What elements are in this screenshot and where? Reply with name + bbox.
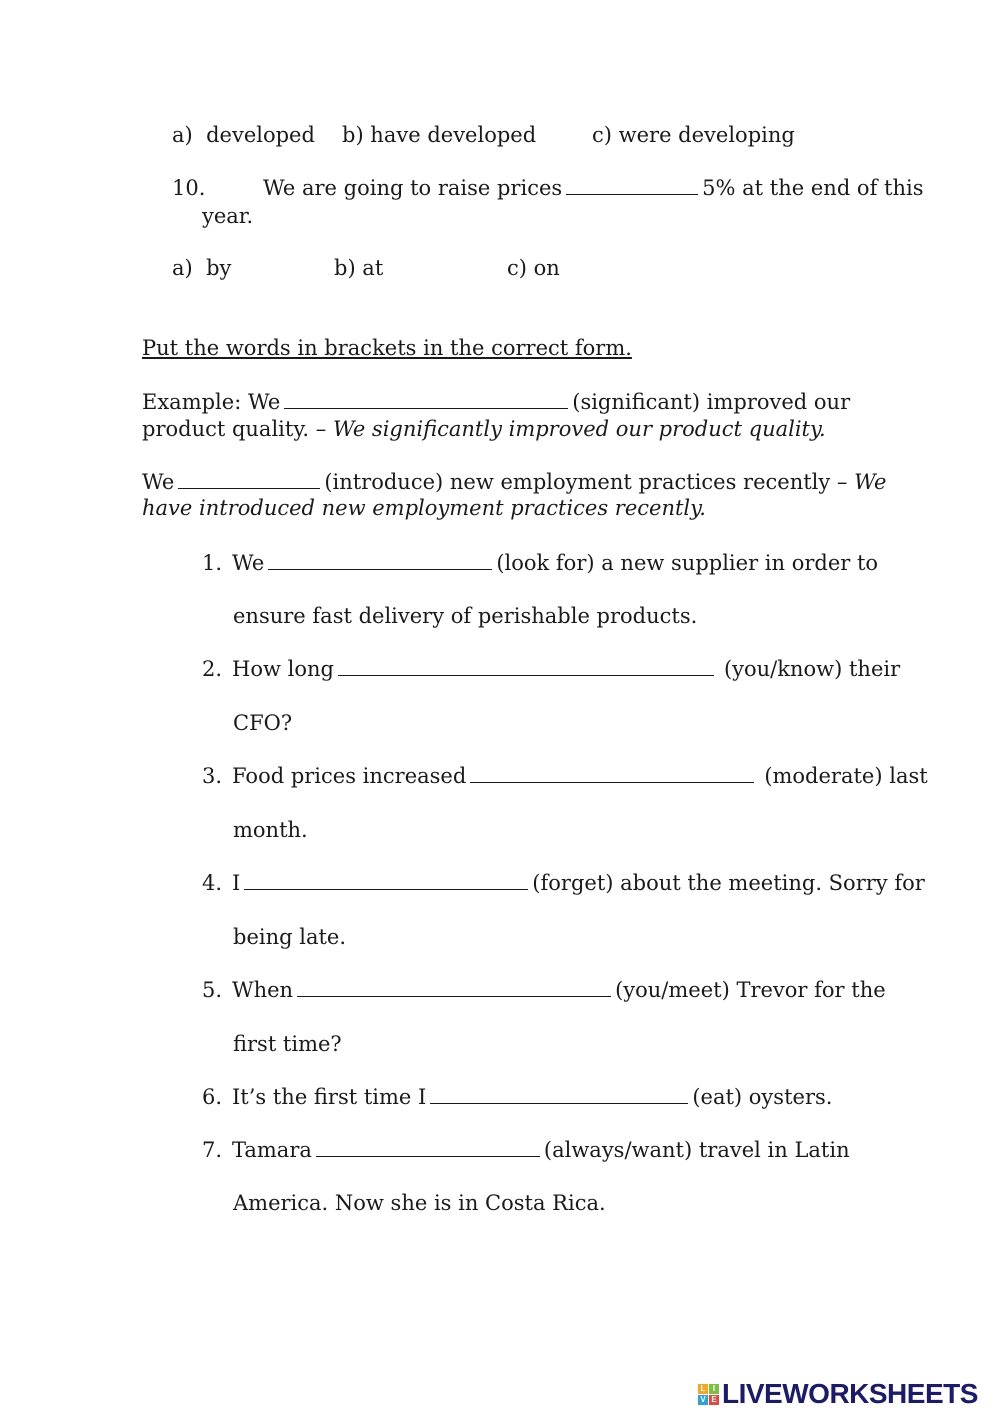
q9-option-c: c) were developing bbox=[592, 123, 795, 147]
q9-option-b: b) have developed bbox=[342, 123, 537, 147]
item-4-line2: being late. bbox=[233, 925, 347, 949]
item-3: 3. Food prices increased (moderate) last bbox=[202, 764, 928, 788]
logo-letter-i: I bbox=[709, 1384, 719, 1394]
logo-letter-l: L bbox=[698, 1384, 708, 1394]
item-7: 7. Tamara (always/want) travel in Latin bbox=[202, 1138, 850, 1162]
example1-blank bbox=[284, 390, 568, 409]
item-6: 6. It’s the first time I (eat) oysters. bbox=[202, 1085, 833, 1109]
logo-text: LIVEWORKSHEETS bbox=[722, 1378, 978, 1409]
q10-text-line2: year. bbox=[202, 204, 254, 228]
item-5-line2: first time? bbox=[233, 1032, 342, 1056]
example2-blank bbox=[178, 470, 320, 489]
section-instruction: Put the words in brackets in the correct form. bbox=[142, 336, 632, 360]
item-4-blank[interactable] bbox=[244, 871, 528, 890]
liveworksheets-logo[interactable] bbox=[698, 1377, 978, 1411]
item-3-line2: month. bbox=[233, 818, 308, 842]
item-7-blank[interactable] bbox=[316, 1138, 540, 1157]
item-2: 2. How long (you/know) their bbox=[202, 657, 901, 681]
logo-letter-v: V bbox=[698, 1395, 708, 1405]
item-1-line2: ensure fast delivery of perishable products. bbox=[233, 604, 698, 628]
item-2-blank[interactable] bbox=[338, 657, 714, 676]
item-5: 5. When (you/meet) Trevor for the bbox=[202, 978, 886, 1002]
logo-grid-icon bbox=[698, 1384, 719, 1405]
item-5-blank[interactable] bbox=[297, 978, 611, 997]
item-2-line2: CFO? bbox=[233, 711, 293, 735]
item-4: 4. I (forget) about the meeting. Sorry for bbox=[202, 871, 925, 895]
q10-number: 10. bbox=[172, 176, 206, 200]
example1-line2: product quality. – We significantly improved our product quality. bbox=[142, 417, 826, 441]
q10-blank[interactable] bbox=[566, 176, 698, 195]
q10-option-a: a) by bbox=[172, 256, 232, 280]
example1-line1: Example: We (significant) improved our bbox=[142, 390, 851, 414]
item-3-blank[interactable] bbox=[470, 764, 754, 783]
item-1: 1. We (look for) a new supplier in order to bbox=[202, 551, 879, 575]
example2-line2: have introduced new employment practices recently. bbox=[142, 496, 706, 520]
q10-option-c: c) on bbox=[507, 256, 560, 280]
item-6-blank[interactable] bbox=[430, 1085, 688, 1104]
q9-option-a: a) developed bbox=[172, 123, 315, 147]
q10-text: We are going to raise prices 5% at the end of this bbox=[263, 176, 924, 200]
example2-line1: We (introduce) new employment practices recently – We bbox=[142, 470, 887, 494]
item-7-line2: America. Now she is in Costa Rica. bbox=[233, 1191, 606, 1215]
q10-option-b: b) at bbox=[334, 256, 384, 280]
logo-letter-e: E bbox=[709, 1395, 719, 1405]
item-1-blank[interactable] bbox=[268, 551, 492, 570]
